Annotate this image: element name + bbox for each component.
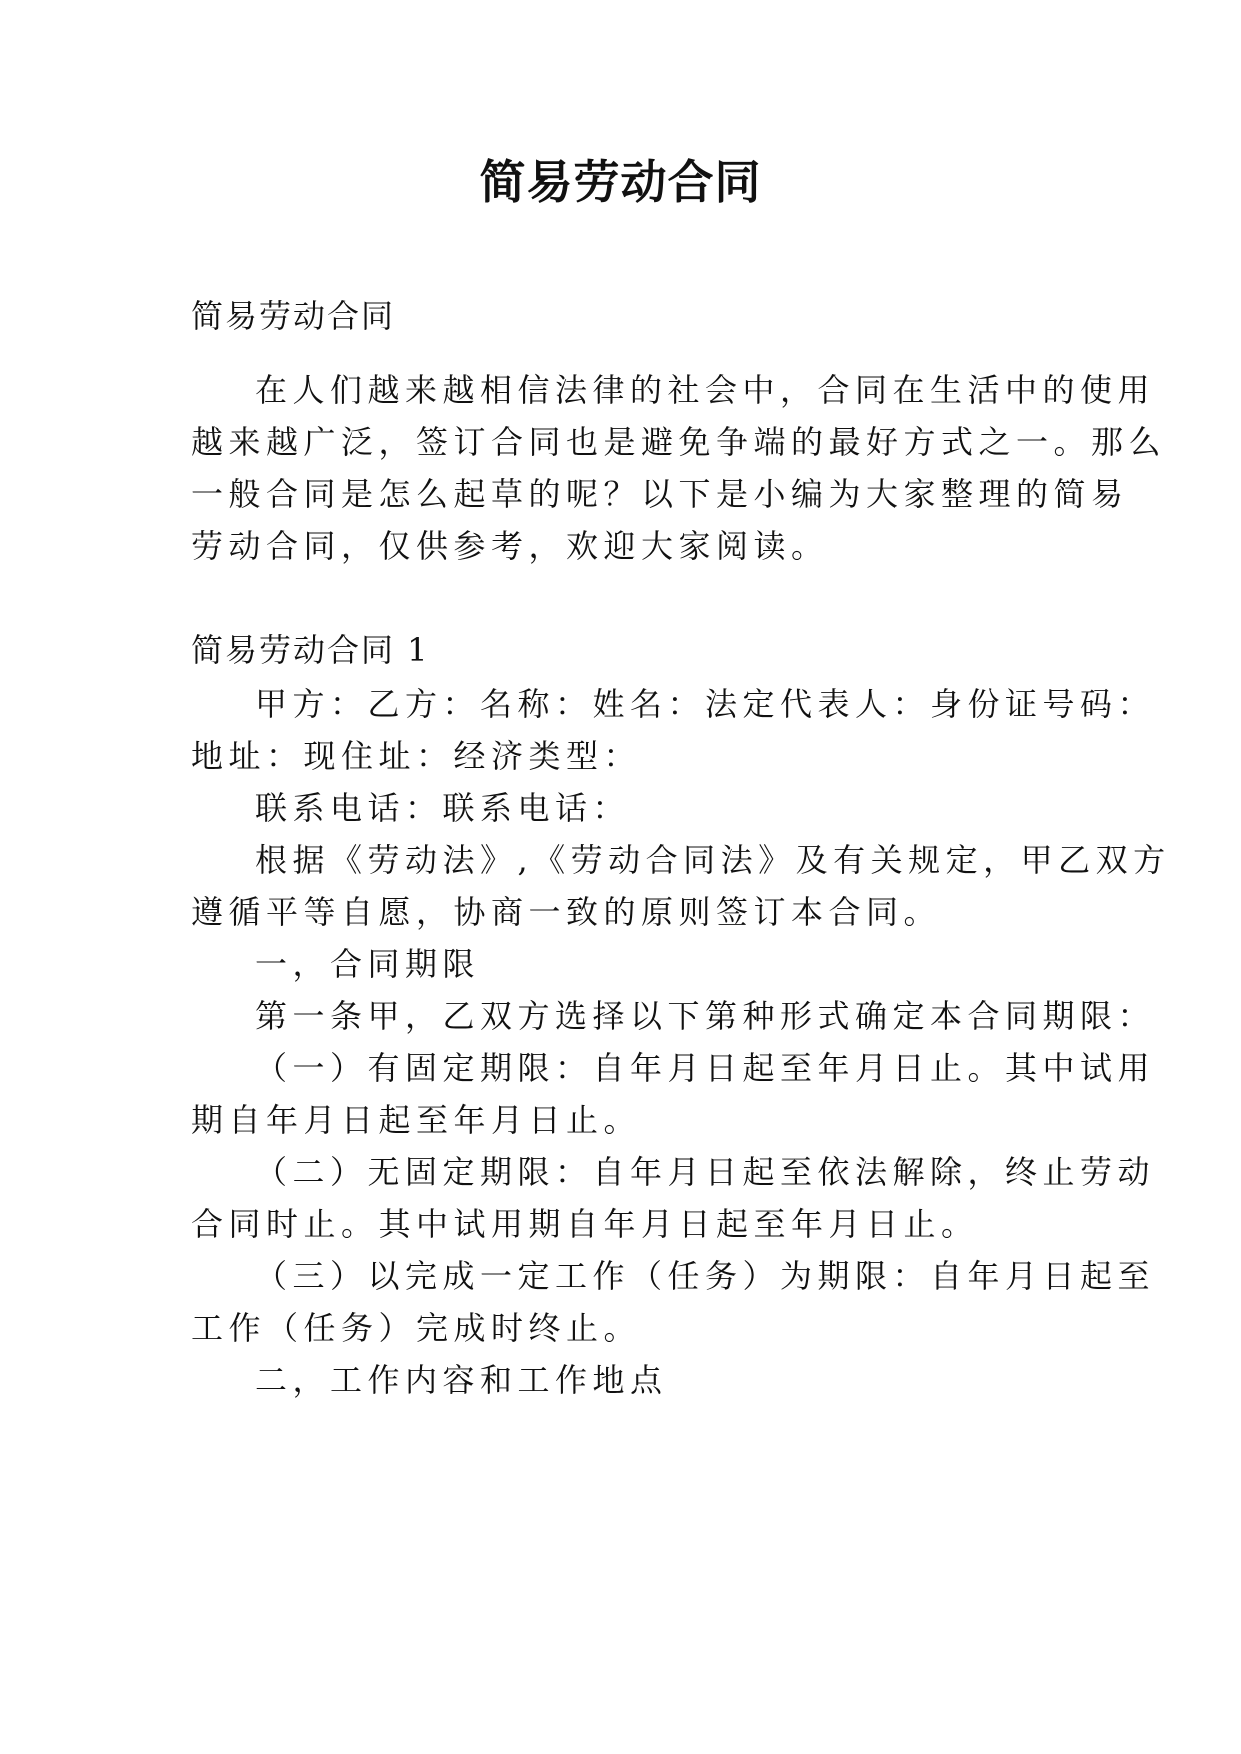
body-line: 联系电话：联系电话： [255,789,631,827]
intro-line: 越来越广泛，签订合同也是避免争端的最好方式之一。那么 [191,423,1167,461]
intro-line: 在人们越来越相信法律的社会中，合同在生活中的使用 [255,371,1156,409]
body-line: （二）无固定期限：自年月日起至依法解除，终止劳动 [255,1153,1156,1191]
document-subtitle: 简易劳动合同 [191,297,396,335]
intro-line: 劳动合同，仅供参考，欢迎大家阅读。 [191,527,829,565]
section-title: 简易劳动合同 1 [191,631,430,669]
intro-line: 一般合同是怎么起草的呢？以下是小编为大家整理的简易 [191,475,1129,513]
body-line: （三）以完成一定工作（任务）为期限：自年月日起至 [255,1257,1156,1295]
body-line: 根据《劳动法》,《劳动合同法》及有关规定，甲乙双方 [255,841,1171,879]
body-line: 二，工作内容和工作地点 [255,1361,668,1399]
body-line: 合同时止。其中试用期自年月日起至年月日止。 [191,1205,979,1243]
body-line: 一，合同期限 [255,945,481,983]
body-line: 遵循平等自愿，协商一致的原则签订本合同。 [191,893,942,931]
body-line: 地址：现住址：经济类型： [191,737,642,775]
body-line: 期自年月日起至年月日止。 [191,1101,642,1139]
body-line: 工作（任务）完成时终止。 [191,1309,642,1347]
body-line: 第一条甲，乙双方选择以下第种形式确定本合同期限： [255,997,1156,1035]
body-line: 甲方：乙方：名称：姓名：法定代表人：身份证号码： [255,685,1156,723]
document-title: 简易劳动合同 [479,155,762,209]
body-line: （一）有固定期限：自年月日起至年月日止。其中试用 [255,1049,1156,1087]
